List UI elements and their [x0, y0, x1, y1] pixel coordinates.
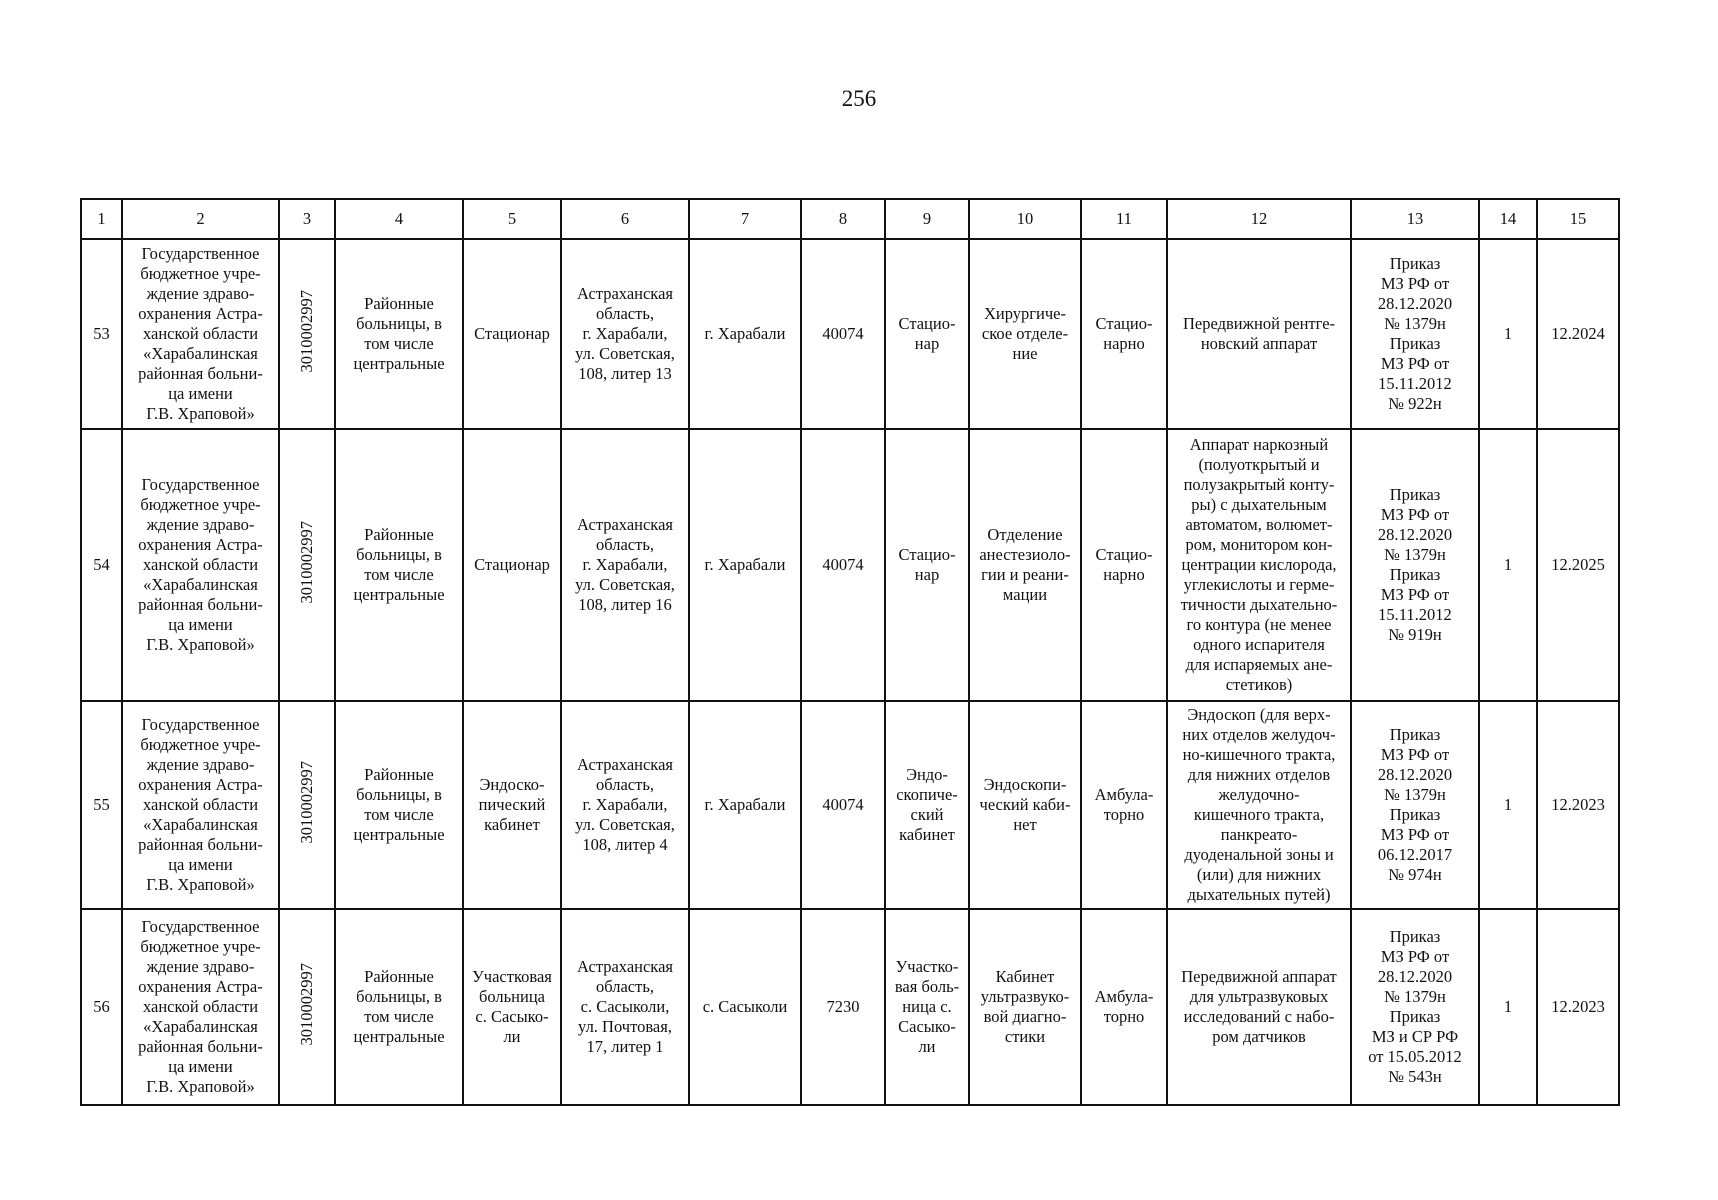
- quantity-cell: 1: [1479, 429, 1537, 701]
- department-cell: Хирургиче- ское отделе- ние: [969, 239, 1081, 429]
- column-header: 13: [1351, 199, 1479, 239]
- care-mode-cell: Стацио- нарно: [1081, 239, 1167, 429]
- inn-cell: [279, 701, 335, 909]
- column-header: 3: [279, 199, 335, 239]
- locality-cell: г. Харабали: [689, 701, 801, 909]
- population-cell: 40074: [801, 429, 885, 701]
- care-mode-cell: Амбула- торно: [1081, 701, 1167, 909]
- institution-type-cell: Районные больницы, в том числе центральные: [335, 239, 463, 429]
- inn-cell: [279, 429, 335, 701]
- unit-cell: Эндоско- пический кабинет: [463, 701, 561, 909]
- care-condition-cell: Стацио- нар: [885, 239, 969, 429]
- address-cell: Астраханская область, г. Харабали, ул. Советская, 108, литер 13: [561, 239, 689, 429]
- inn-text: 3010002997: [297, 963, 316, 1046]
- date-cell: 12.2025: [1537, 429, 1619, 701]
- table-body: [81, 199, 1619, 1105]
- page-number: 256: [841, 86, 877, 111]
- table-row: [81, 909, 1619, 1105]
- inn-text: 3010002997: [297, 521, 316, 604]
- column-header: 5: [463, 199, 561, 239]
- quantity-cell: 1: [1479, 909, 1537, 1105]
- order-reference-cell: Приказ МЗ РФ от 28.12.2020 № 1379н Приказ МЗ РФ от 15.11.2012 № 922н: [1351, 239, 1479, 429]
- date-cell: 12.2024: [1537, 239, 1619, 429]
- unit-cell: Стационар: [463, 429, 561, 701]
- population-cell: 7230: [801, 909, 885, 1105]
- inn-text: 3010002997: [297, 761, 316, 844]
- column-number-row: [81, 199, 1619, 239]
- address-cell: Астраханская область, г. Харабали, ул. Советская, 108, литер 16: [561, 429, 689, 701]
- row-number-cell: 53: [81, 239, 122, 429]
- column-header: 14: [1479, 199, 1537, 239]
- address-cell: Астраханская область, с. Сасыколи, ул. Почтовая, 17, литер 1: [561, 909, 689, 1105]
- department-cell: Кабинет ультразвуко- вой диагно- стики: [969, 909, 1081, 1105]
- table-row: [81, 239, 1619, 429]
- unit-cell: Стационар: [463, 239, 561, 429]
- row-number-cell: 56: [81, 909, 122, 1105]
- institution-type-cell: Районные больницы, в том числе центральные: [335, 909, 463, 1105]
- date-cell: 12.2023: [1537, 701, 1619, 909]
- institution-type-cell: Районные больницы, в том числе центральные: [335, 701, 463, 909]
- department-cell: Отделение анестезиоло- гии и реани- мации: [969, 429, 1081, 701]
- column-header: 7: [689, 199, 801, 239]
- column-header: 9: [885, 199, 969, 239]
- column-header: 11: [1081, 199, 1167, 239]
- equipment-cell: Передвижной аппарат для ультразвуковых исследований с набо- ром датчиков: [1167, 909, 1351, 1105]
- row-number-cell: 54: [81, 429, 122, 701]
- quantity-cell: 1: [1479, 701, 1537, 909]
- institution-cell: Государственное бюджетное учре- ждение здраво- охранения Астра- ханской области «Харабалинская районная больни- ца имени Г.В. Храповой»: [122, 701, 279, 909]
- column-header: 1: [81, 199, 122, 239]
- column-header: 8: [801, 199, 885, 239]
- equipment-cell: Аппарат наркозный (полуоткрытый и полузакрытый конту- ры) с дыхательным автоматом, волюмет- ром, монитором кон- центрации кислорода, углекислоты и герме- тичности дыхательно- го контура (не менее одного испарителя для испаряемых ане- стетиков): [1167, 429, 1351, 701]
- quantity-cell: 1: [1479, 239, 1537, 429]
- column-header: 10: [969, 199, 1081, 239]
- order-reference-cell: Приказ МЗ РФ от 28.12.2020 № 1379н Приказ МЗ РФ от 06.12.2017 № 974н: [1351, 701, 1479, 909]
- column-header: 4: [335, 199, 463, 239]
- order-reference-cell: Приказ МЗ РФ от 28.12.2020 № 1379н Приказ МЗ РФ от 15.11.2012 № 919н: [1351, 429, 1479, 701]
- row-number-cell: 55: [81, 701, 122, 909]
- institution-type-cell: Районные больницы, в том числе центральные: [335, 429, 463, 701]
- table-row: [81, 429, 1619, 701]
- inn-cell: [279, 239, 335, 429]
- date-cell: 12.2023: [1537, 909, 1619, 1105]
- column-header: 6: [561, 199, 689, 239]
- population-cell: 40074: [801, 701, 885, 909]
- address-cell: Астраханская область, г. Харабали, ул. Советская, 108, литер 4: [561, 701, 689, 909]
- care-condition-cell: Участко- вая боль- ница с. Сасыко- ли: [885, 909, 969, 1105]
- institution-cell: Государственное бюджетное учре- ждение здраво- охранения Астра- ханской области «Харабалинская районная больни- ца имени Г.В. Храповой»: [122, 239, 279, 429]
- locality-cell: с. Сасыколи: [689, 909, 801, 1105]
- equipment-cell: Эндоскоп (для верх- них отделов желудоч- но-кишечного тракта, для нижних отделов желудочно- кишечного тракта, панкреато- дуоденальной зоны и (или) для нижних дыхательных путей): [1167, 701, 1351, 909]
- department-cell: Эндоскопи- ческий каби- нет: [969, 701, 1081, 909]
- unit-cell: Участковая больница с. Сасыко- ли: [463, 909, 561, 1105]
- column-header: 15: [1537, 199, 1619, 239]
- column-header: 12: [1167, 199, 1351, 239]
- order-reference-cell: Приказ МЗ РФ от 28.12.2020 № 1379н Приказ МЗ и СР РФ от 15.05.2012 № 543н: [1351, 909, 1479, 1105]
- institution-cell: Государственное бюджетное учре- ждение здраво- охранения Астра- ханской области «Харабалинская районная больни- ца имени Г.В. Храповой»: [122, 909, 279, 1105]
- care-mode-cell: Амбула- торно: [1081, 909, 1167, 1105]
- locality-cell: г. Харабали: [689, 239, 801, 429]
- table-row: [81, 701, 1619, 909]
- equipment-cell: Передвижной рентге- новский аппарат: [1167, 239, 1351, 429]
- care-mode-cell: Стацио- нарно: [1081, 429, 1167, 701]
- equipment-registry-table: [80, 198, 1620, 1106]
- care-condition-cell: Стацио- нар: [885, 429, 969, 701]
- column-header: 2: [122, 199, 279, 239]
- institution-cell: Государственное бюджетное учре- ждение здраво- охранения Астра- ханской области «Харабалинская районная больни- ца имени Г.В. Храповой»: [122, 429, 279, 701]
- inn-text: 3010002997: [297, 290, 316, 373]
- inn-cell: [279, 909, 335, 1105]
- care-condition-cell: Эндо- скопиче- ский кабинет: [885, 701, 969, 909]
- population-cell: 40074: [801, 239, 885, 429]
- locality-cell: г. Харабали: [689, 429, 801, 701]
